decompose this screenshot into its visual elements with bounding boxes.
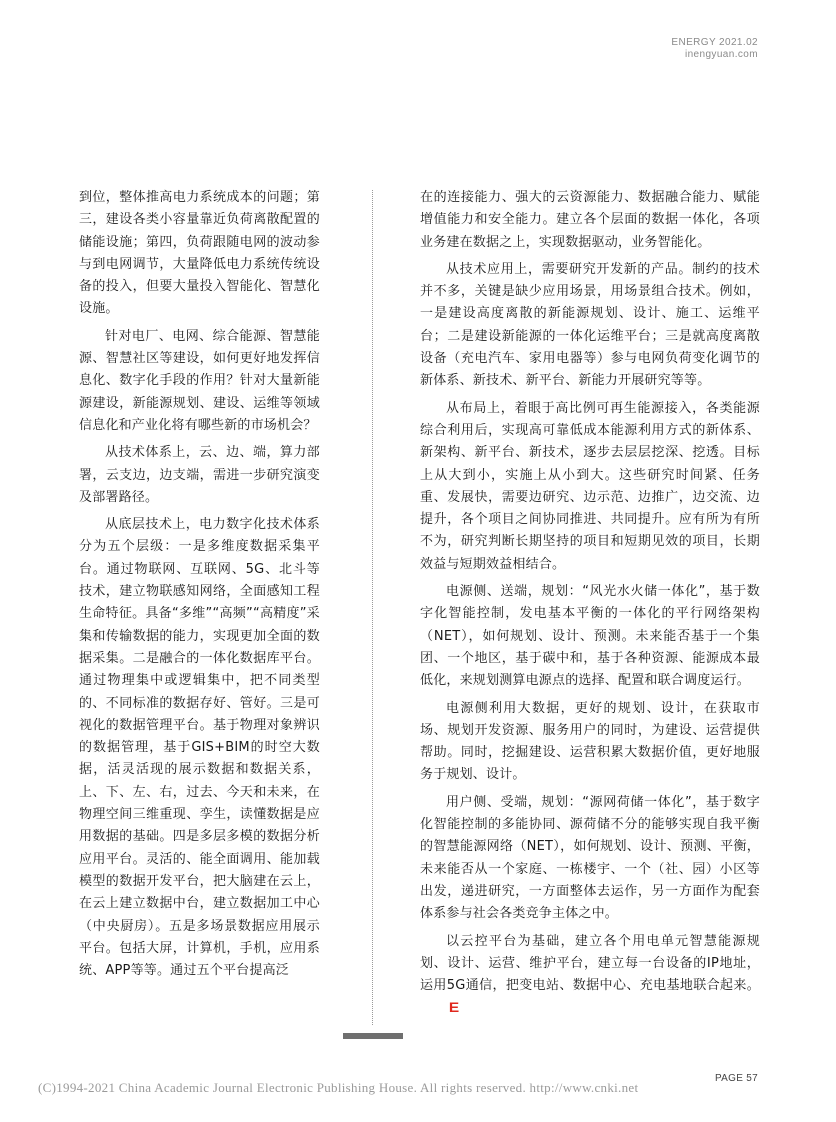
paragraph: 从布局上，着眼于高比例可再生能源接入，各类能源综合利用后，实现高可靠低成本能源利用方式的新体系、新架构、新平台、新技术，逐步去层层挖深、挖透。目标上从大到小，实施上从小到大。这些研究时间紧、任务重、发展快，需要边研究、边示范、边推广，边交流、边提升，各个项目之间协同推进、共同提升。应有所为有所不为，研究判断长期坚持的项目和短期见效的项目，长期效益与短期效益相结合。 xyxy=(420,400,760,572)
paragraph: 用户侧、受端，规划：“源网荷储一体化”，基于数字化智能控制的多能协同、源荷储不分的能够实现自我平衡的智慧能源网络（NET），如何规划、设计、预测、平衡，未来能否从一个家庭、一栋楼宇、一个（社、园）小区等出发，递进研究，一方面整体去运作，另一方面作为配套体系参与社会各类竞争主体之中。 xyxy=(420,794,760,922)
divider-bar xyxy=(343,1033,403,1039)
end-mark-icon: E xyxy=(448,999,460,1016)
paragraph: 电源侧、送端，规划：“风光水火储一体化”，基于数字化智能控制，发电基本平衡的一体化的平行网络架构（NET），如何规划、设计、预测。未来能否基于一个集团、一个地区，基于碳中和，基于各种资源、能源成本最低化，来规划测算电源点的选择、配置和联合调度运行。 xyxy=(420,584,760,689)
paragraph: 从底层技术上，电力数字化技术体系分为五个层级：一是多维度数据采集平台。通过物联网、互联网、5G、北斗等技术，建立物联感知网络，全面感知工程生命特征。具备“多维”“高频”“高精度”采集和传输数据的能力，实现更加全面的数据采集。二是融合的一体化数据库平台。通过物理集中或逻辑集中，把不同类型的、不同标准的数据存好、管好。三是可视化的数据管理平台。基于物理对象辨识的数据管理，基于GIS+BIM的时空大数据，活灵活现的展示数据和数据关系，上、下、左、右，过去、今天和未来，在物理空间三维重现、孪生，读懂数据是应用数据的基础。四是多层多模的数据分析应用平台。灵活的、能全面调用、能加载模型的数据开发平台，把大脑建在云上，在云上建立数据中台，建立数据加工中心（中央厨房）。五是多场景数据应用展示平台。包括大屏，计算机，手机，应用系统、APP等等。通过五个平台提高泛 xyxy=(79,517,320,979)
page-number: PAGE 57 xyxy=(714,1073,758,1084)
paragraph: 从技术应用上，需要研究开发新的产品。制约的技术并不多，关键是缺少应用场景，用场景组合技术。例如，一是建设高度离散的新能源规划、设计、施工、运维平台；二是建设新能源的一体化运维平台；三是就高度离散设备（充电汽车、家用电器等）参与电网负荷变化调节的新体系、新技术、新平台、新能力开展研究等等。 xyxy=(420,261,760,389)
column-divider xyxy=(372,190,373,1025)
issue-label: ENERGY 2021.02 xyxy=(671,37,758,48)
paragraph: 针对电厂、电网、综合能源、智慧能源、智慧社区等建设，如何更好地发挥信息化、数字化手段的作用？针对大量新能源建设，新能源规划、建设、运维等领域信息化和产业化将有哪些新的市场机会？ xyxy=(79,328,320,433)
site-label: inengyuan.com xyxy=(684,49,758,60)
left-column xyxy=(79,187,320,987)
final-paragraph xyxy=(420,931,760,1020)
copyright-footer: (C)1994-2021 China Academic Journal Electronic Publishing House. All rights reserved. http://www.cnki.net xyxy=(38,1080,639,1095)
paragraph: 从技术体系上，云、边、端，算力部署，云支边，边支端，需进一步研究演变及部署路径。 xyxy=(79,445,320,505)
masthead xyxy=(671,37,758,61)
paragraph: 电源侧利用大数据，更好的规划、设计，在获取市场、规划开发资源、服务用户的同时，为建设、运营提供帮助。同时，挖掘建设、运营积累大数据价值，更好地服务于规划、设计。 xyxy=(420,700,760,783)
right-column xyxy=(420,187,760,1025)
paragraph: 在的连接能力、强大的云资源能力、数据融合能力、赋能增值能力和安全能力。建立各个层面的数据一体化，各项业务建在数据之上，实现数据驱动，业务智能化。 xyxy=(420,190,760,250)
paragraph-text: 以云控平台为基础，建立各个用电单元智慧能源规划、设计、运营、维护平台，建立每一台设备的IP地址，运用5G通信，把变电站、数据中心、充电基地联合起来。 xyxy=(420,933,760,994)
paragraph: 到位，整体推高电力系统成本的问题；第三，建设各类小容量靠近负荷离散配置的储能设施；第四，负荷跟随电网的波动参与到电网调节，大量降低电力系统传统设备的投入，但要大量投入智能化、智慧化设施。 xyxy=(79,190,320,317)
